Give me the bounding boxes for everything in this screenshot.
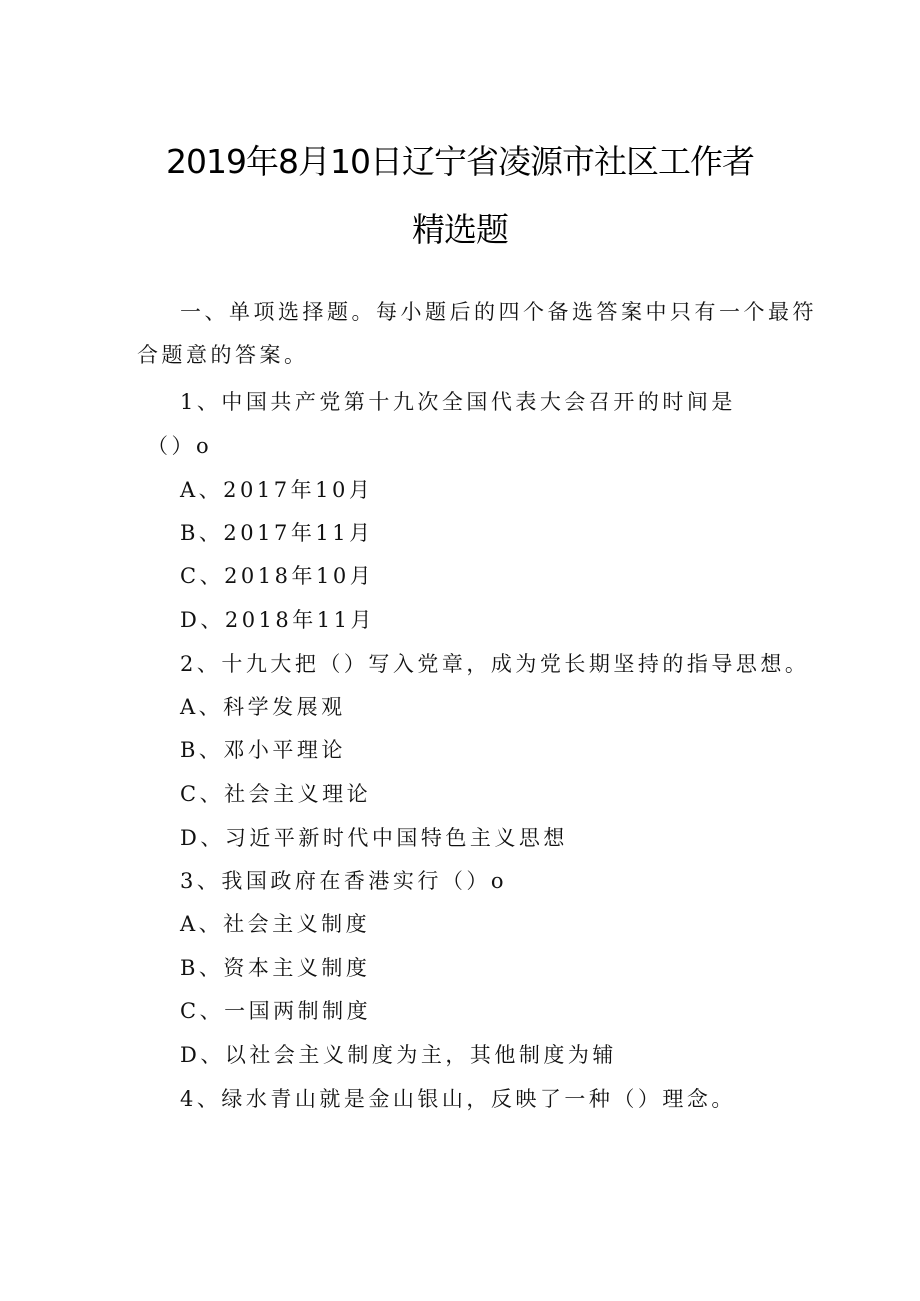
document-title-line-2: 精选题 [412,210,508,249]
question-1-stem-continued: （）o [147,434,213,458]
question-3-option-c: C、一国两制制度 [180,999,372,1023]
question-1-option-d: D、2018年11月 [180,608,376,632]
section-intro-line-2: 合题意的答案。 [137,343,309,367]
question-2-stem: 2、十九大把（）写入党章，成为党长期坚持的指导思想。 [180,652,810,676]
question-2-option-a: A、科学发展观 [180,695,346,719]
question-1-option-b: B、2017年11月 [180,521,374,545]
document-title-line-1: 2019年8月10日辽宁省凌源市社区工作者 [166,142,754,181]
question-1-stem: 1、中国共产党第十九次全国代表大会召开的时间是 [180,390,736,414]
question-1-option-a: A、2017年10月 [180,478,374,502]
question-3-stem: 3、我国政府在香港实行（）o [180,869,508,893]
question-2-option-b: B、邓小平理论 [180,738,346,762]
question-2-option-d: D、习近平新时代中国特色主义思想 [180,826,568,850]
section-intro-line-1: 一、单项选择题。每小题后的四个备选答案中只有一个最符 [180,300,817,324]
question-3-option-a: A、社会主义制度 [180,912,371,936]
question-1-option-c: C、2018年10月 [180,564,375,588]
question-4-stem: 4、绿水青山就是金山银山，反映了一种（）理念。 [180,1087,736,1111]
question-3-option-d: D、以社会主义制度为主，其他制度为辅 [180,1043,617,1067]
question-2-option-c: C、社会主义理论 [180,782,372,806]
question-3-option-b: B、资本主义制度 [180,956,371,980]
